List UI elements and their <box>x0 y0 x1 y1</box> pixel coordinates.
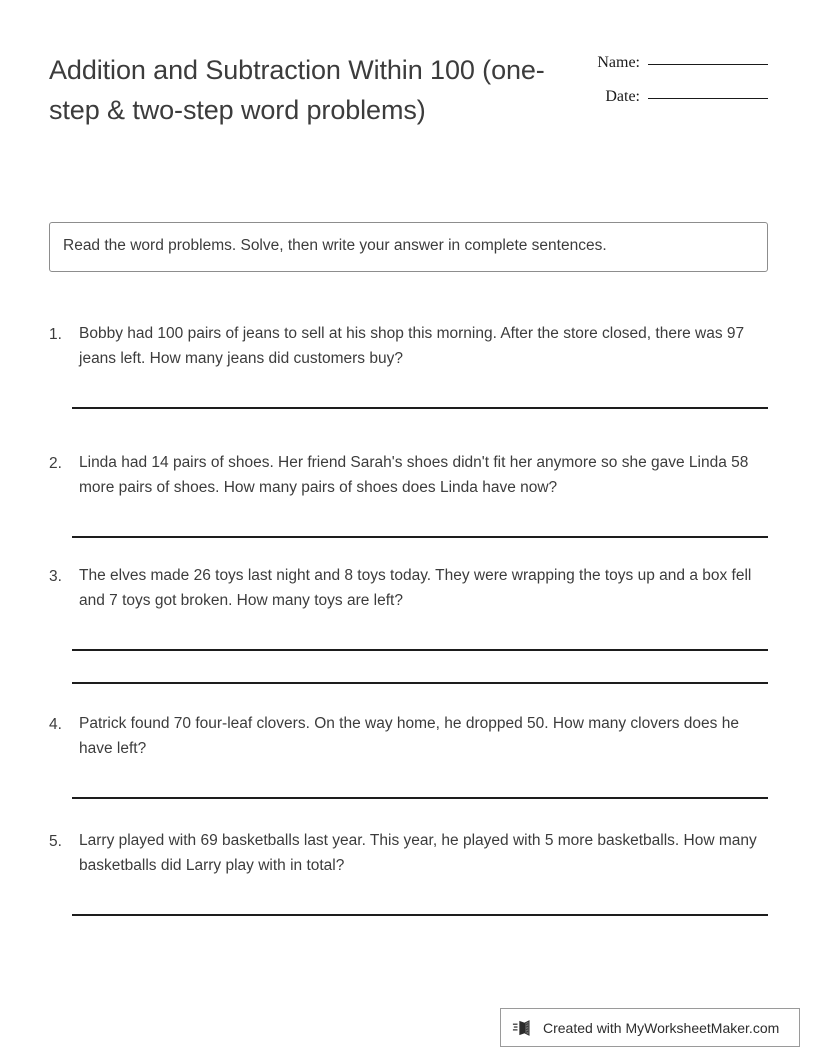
answer-line[interactable] <box>72 797 768 799</box>
problem-item <box>49 564 768 684</box>
worksheet-maker-logo-icon <box>512 1017 534 1039</box>
problem-text: Bobby had 100 pairs of jeans to sell at his shop this morning. After the store closed, there was 97 jeans left. How many jeans did customers buy? <box>79 325 745 367</box>
problem-text: Linda had 14 pairs of shoes. Her friend Sarah's shoes didn't fit her anymore so she gave Linda 58 more pairs of shoes. How many pairs of shoes does Linda have now? <box>79 454 749 496</box>
problem-item <box>49 322 768 409</box>
answer-area[interactable] <box>72 797 768 799</box>
problem-item <box>49 712 768 799</box>
date-field-row <box>578 88 768 122</box>
answer-line[interactable] <box>72 407 768 409</box>
answer-area[interactable] <box>72 649 768 684</box>
problem-item <box>49 829 768 916</box>
problem-list <box>49 322 768 916</box>
instructions-box: Read the word problems. Solve, then write your answer in complete sentences. <box>49 222 768 272</box>
problem-statement-row <box>49 451 768 500</box>
problem-number: 5. <box>49 833 62 850</box>
answer-line[interactable] <box>72 536 768 538</box>
name-label: Name: <box>597 54 640 71</box>
name-field-row <box>578 54 768 88</box>
problem-number: 4. <box>49 716 62 733</box>
problem-statement-row <box>49 712 768 761</box>
problem-text: The elves made 26 toys last night and 8 toys today. They were wrapping the toys up and a box fell and 7 toys got broken. How many toys are left? <box>79 567 752 609</box>
footer-badge <box>500 1008 800 1047</box>
answer-area[interactable] <box>72 914 768 916</box>
problem-number: 3. <box>49 568 62 585</box>
problem-text: Larry played with 69 basketballs last year. This year, he played with 5 more basketballs. How many basketballs did Larry play with in total? <box>79 832 757 874</box>
problem-item <box>49 451 768 538</box>
problem-statement-row <box>49 564 768 613</box>
problem-statement-row <box>49 322 768 371</box>
date-input-line[interactable] <box>648 97 768 99</box>
problem-text: Patrick found 70 four-leaf clovers. On the way home, he dropped 50. How many clovers does he have left? <box>79 715 739 757</box>
answer-line[interactable] <box>72 682 768 684</box>
footer-credit-text: Created with MyWorksheetMaker.com <box>543 1019 780 1036</box>
date-label: Date: <box>605 88 640 105</box>
name-input-line[interactable] <box>648 63 768 65</box>
answer-area[interactable] <box>72 536 768 538</box>
worksheet-header <box>49 48 768 130</box>
problem-number: 1. <box>49 326 62 343</box>
problem-statement-row <box>49 829 768 878</box>
answer-area[interactable] <box>72 407 768 409</box>
problem-number: 2. <box>49 455 62 472</box>
answer-line[interactable] <box>72 649 768 651</box>
name-date-block <box>578 48 768 122</box>
answer-line[interactable] <box>72 914 768 916</box>
page-title: Addition and Subtraction Within 100 (one-step & two-step word problems) <box>49 55 545 125</box>
